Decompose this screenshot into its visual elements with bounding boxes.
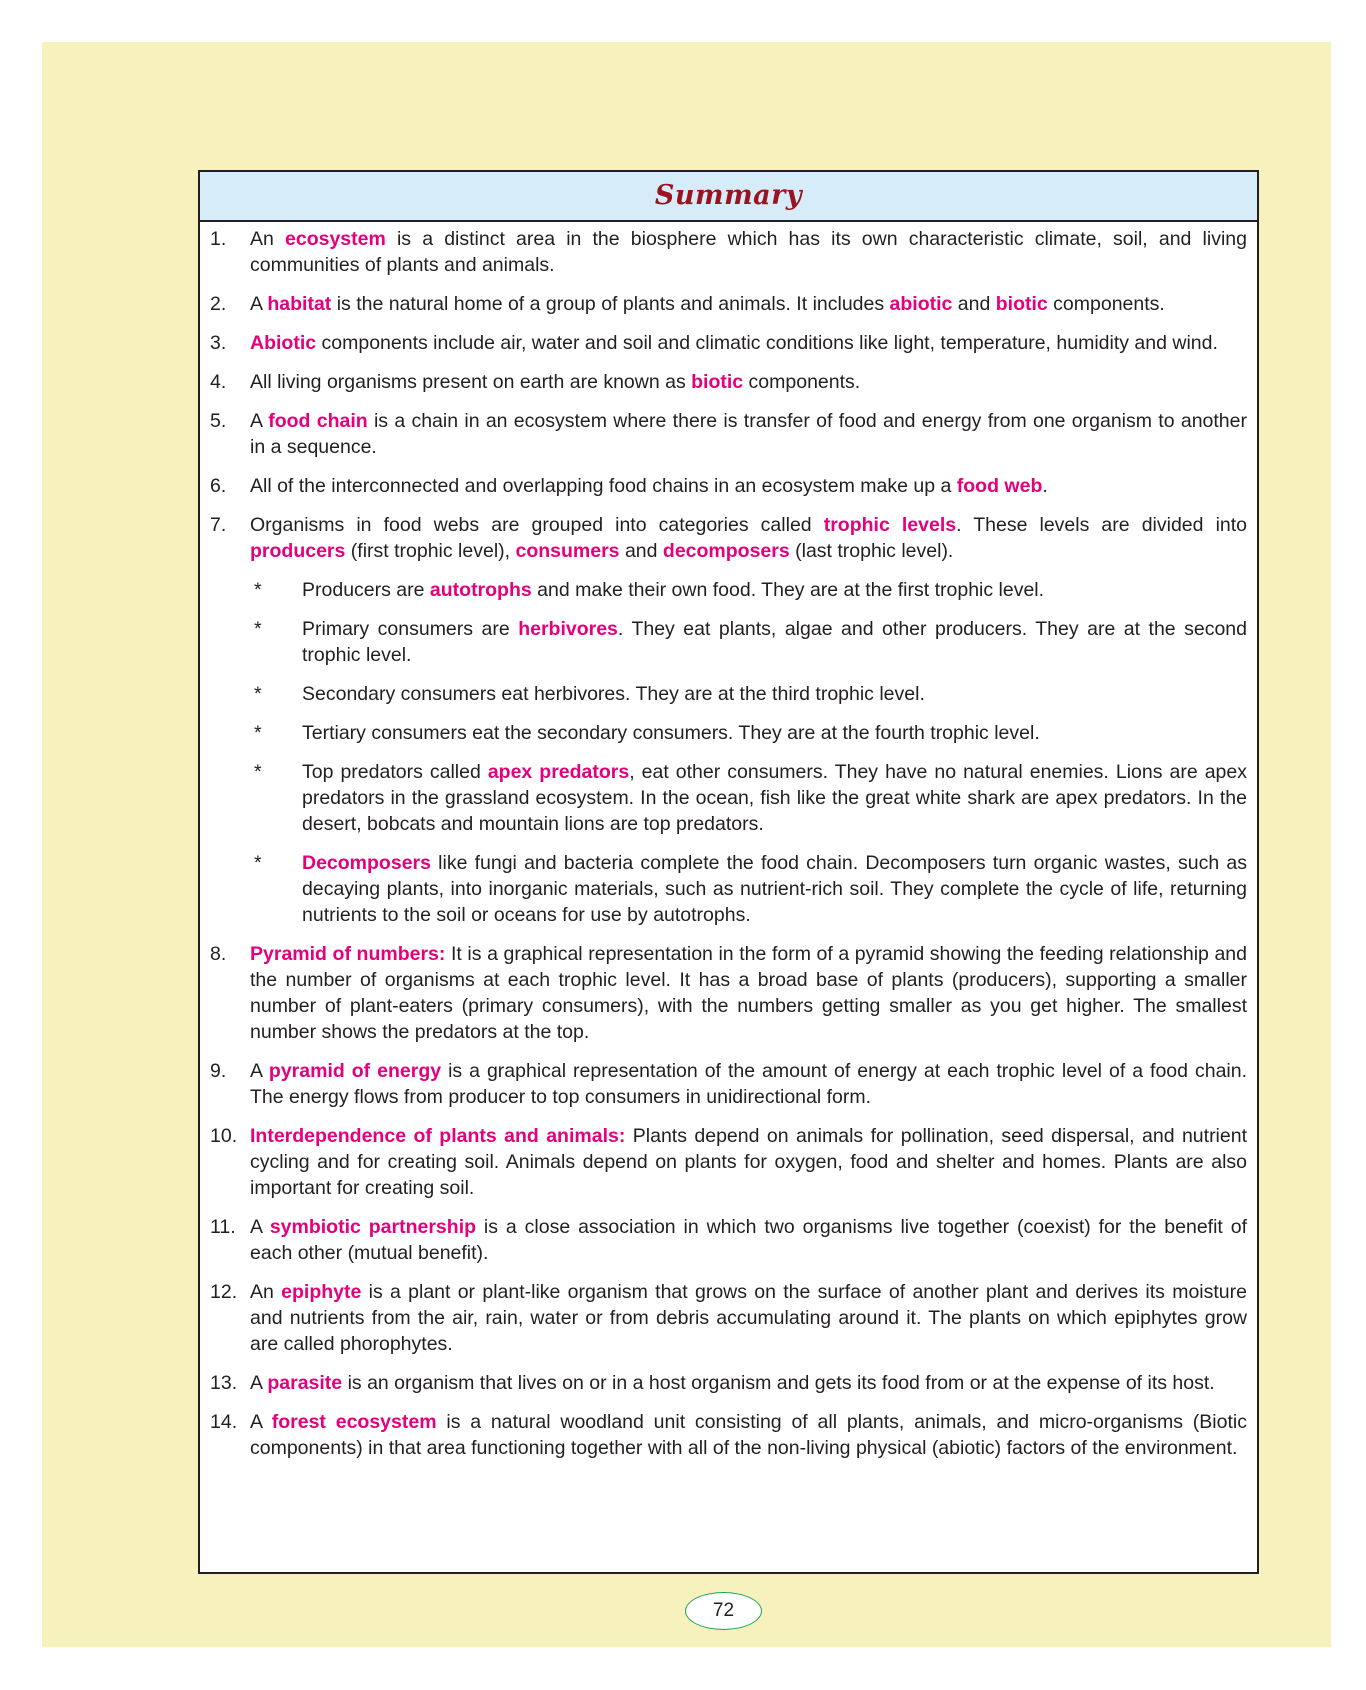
text-run: components include air, water and soil and climatic conditions like light, temperature, humidity and wind. <box>316 332 1218 354</box>
key-term: food chain <box>268 410 368 432</box>
point-text <box>250 1409 1247 1461</box>
point-text <box>302 759 1247 837</box>
text-run: , eat other consumers. They have no natural enemies. Lions are apex predators in the grassland ecosystem. In the ocean, fish like the great white shark are apex predators. In the desert, bobcats and mountain lions are top predators. <box>302 761 1247 835</box>
asterisk-bullet: * <box>254 852 262 874</box>
summary-point <box>200 369 1257 395</box>
point-text <box>250 226 1247 278</box>
point-number: 11. <box>210 1216 236 1238</box>
summary-point <box>200 1279 1257 1357</box>
text-run: Plants depend on animals for pollination, seed dispersal, and nutrient cycling and for creating soil. Animals depend on plants for oxygen, food and shelter and homes. Plants are also important for creating soil. <box>250 1125 1248 1199</box>
key-term: ecosystem <box>285 228 386 250</box>
text-run: All of the interconnected and overlapping food chains in an ecosystem make up a <box>250 475 957 497</box>
key-term: forest ecosystem <box>271 1411 437 1433</box>
key-term: pyramid of energy <box>268 1060 442 1082</box>
key-term: producers <box>250 540 346 562</box>
point-number: 14. <box>210 1411 238 1433</box>
text-run: (last trophic level). <box>789 540 954 562</box>
summary-title: Summary <box>654 180 803 211</box>
key-term: abiotic <box>889 293 953 315</box>
key-term: symbiotic partnership <box>269 1216 477 1238</box>
point-text <box>250 291 1247 317</box>
point-text <box>250 1058 1247 1110</box>
key-term: Pyramid of numbers: <box>250 943 446 965</box>
text-run: is a chain in an ecosystem where there is transfer of food and energy from one organism to another in a sequence. <box>250 410 1247 458</box>
summary-subpoint <box>200 720 1257 746</box>
point-number: 1. <box>210 228 227 250</box>
text-run: . These levels are divided into <box>956 514 1248 536</box>
key-term: decomposers <box>662 540 790 562</box>
text-run: is a close association in which two organisms live together (coexist) for the benefit of each other (mutual benefit). <box>250 1216 1247 1264</box>
text-run: is the natural home of a group of plants and animals. It includes <box>331 293 890 315</box>
text-run: is an organism that lives on or in a host organism and gets its food from or at the expense of its host. <box>342 1372 1215 1394</box>
text-run: Organisms in food webs are grouped into categories called <box>250 514 824 536</box>
point-text <box>250 512 1247 564</box>
text-run: is a plant or plant-like organism that grows on the surface of another plant and derives its moisture and nutrients from the air, rain, water or from debris accumulating around it. The plants on which epiphytes grow are called phorophytes. <box>250 1281 1247 1355</box>
point-text <box>302 577 1247 603</box>
point-number: 12. <box>210 1281 238 1303</box>
text-run: is a natural woodland unit consisting of all plants, animals, and micro-organisms (Biotic components) in that area functioning together with all of the non-living physical (abiotic) factors of the environment. <box>250 1411 1247 1459</box>
text-run: components. <box>1047 293 1165 315</box>
point-text <box>250 408 1247 460</box>
point-text <box>250 1370 1247 1396</box>
point-text <box>302 850 1247 928</box>
key-term: epiphyte <box>281 1281 362 1303</box>
text-run: An <box>250 228 285 250</box>
summary-subpoint <box>200 681 1257 707</box>
text-run: It is a graphical representation in the form of a pyramid showing the feeding relationship and the number of organisms at each trophic level. It has a broad base of plants (producers), supporting a smaller number of plant-eaters (primary consumers), with the numbers getting smaller as you get higher. The smallest number shows the predators at the top. <box>250 943 1247 1043</box>
point-number: 5. <box>210 410 227 432</box>
point-number: 13. <box>210 1372 238 1394</box>
key-term: Abiotic <box>250 332 317 354</box>
summary-point <box>200 1409 1257 1461</box>
point-text <box>302 720 1247 746</box>
key-term: biotic <box>691 371 744 393</box>
point-number: 6. <box>210 475 227 497</box>
text-run: . They eat plants, algae and other producers. They are at the second trophic level. <box>302 618 1248 666</box>
text-run: A <box>250 1060 269 1082</box>
summary-point <box>200 408 1257 460</box>
text-run: and <box>952 293 996 315</box>
summary-subpoint <box>200 759 1257 837</box>
key-term: biotic <box>995 293 1048 315</box>
summary-subpoint <box>200 850 1257 928</box>
summary-subpoint <box>200 616 1257 668</box>
point-text <box>250 1214 1247 1266</box>
asterisk-bullet: * <box>254 618 262 640</box>
asterisk-bullet: * <box>254 722 262 744</box>
summary-point <box>200 473 1257 499</box>
point-text <box>250 330 1247 356</box>
asterisk-bullet: * <box>254 579 262 601</box>
key-term: herbivores <box>518 618 618 640</box>
summary-header <box>200 172 1257 222</box>
text-run: A <box>250 293 268 315</box>
summary-point <box>200 226 1257 278</box>
key-term: Decomposers <box>302 852 431 874</box>
summary-subpoint <box>200 577 1257 603</box>
text-run: Secondary consumers eat herbivores. They are at the third trophic level. <box>302 683 925 705</box>
text-run: and make their own food. They are at the first trophic level. <box>531 579 1045 601</box>
text-run: All living organisms present on earth are known as <box>250 371 692 393</box>
point-number: 4. <box>210 371 227 393</box>
summary-point <box>200 1370 1257 1396</box>
summary-point <box>200 1214 1257 1266</box>
text-run: A <box>250 1411 272 1433</box>
page <box>42 42 1331 1647</box>
key-term: trophic levels <box>823 514 957 536</box>
summary-point <box>200 330 1257 356</box>
text-run: Top predators called <box>302 761 488 783</box>
summary-box <box>198 170 1259 1574</box>
text-run: is a distinct area in the biosphere which has its own characteristic climate, soil, and living communities of plants and animals. <box>250 228 1247 276</box>
point-text <box>250 941 1247 1045</box>
text-run: A <box>250 1372 268 1394</box>
point-text <box>302 616 1247 668</box>
key-term: food web <box>956 475 1043 497</box>
text-run: A <box>250 410 269 432</box>
page-number: 72 <box>685 1592 762 1630</box>
key-term: apex predators <box>487 761 630 783</box>
point-number: 9. <box>210 1060 227 1082</box>
text-run: An <box>250 1281 282 1303</box>
key-term: autotrophs <box>429 579 532 601</box>
point-text <box>250 369 1247 395</box>
summary-point <box>200 941 1257 1045</box>
asterisk-bullet: * <box>254 761 262 783</box>
text-run: Tertiary consumers eat the secondary consumers. They are at the fourth trophic level. <box>302 722 1040 744</box>
summary-point <box>200 291 1257 317</box>
summary-list <box>200 222 1257 1461</box>
text-run: A <box>250 1216 270 1238</box>
text-run: Producers are <box>302 579 430 601</box>
text-run: is a graphical representation of the amount of energy at each trophic level of a food chain. The energy flows from producer to top consumers in unidirectional form. <box>250 1060 1248 1108</box>
text-run: (first trophic level), <box>345 540 516 562</box>
text-run: components. <box>743 371 861 393</box>
text-run: Primary consumers are <box>302 618 519 640</box>
asterisk-bullet: * <box>254 683 262 705</box>
point-text <box>250 1279 1247 1357</box>
summary-point <box>200 512 1257 564</box>
text-run: . <box>1042 475 1048 497</box>
point-number: 2. <box>210 293 227 315</box>
summary-point <box>200 1058 1257 1110</box>
key-term: Interdependence of plants and animals: <box>250 1125 626 1147</box>
text-run: and <box>619 540 663 562</box>
key-term: parasite <box>267 1372 343 1394</box>
point-number: 3. <box>210 332 227 354</box>
text-run: like fungi and bacteria complete the food chain. Decomposers turn organic wastes, such as decaying plants, into inorganic materials, such as nutrient-rich soil. They complete the cycle of life, returning nutrients to the soil or oceans for use by autotrophs. <box>302 852 1247 926</box>
point-number: 7. <box>210 514 227 536</box>
summary-point <box>200 1123 1257 1201</box>
key-term: habitat <box>267 293 332 315</box>
point-number: 10. <box>210 1125 238 1147</box>
point-text <box>250 1123 1247 1201</box>
point-number: 8. <box>210 943 227 965</box>
point-text <box>302 681 1247 707</box>
point-text <box>250 473 1247 499</box>
key-term: consumers <box>515 540 620 562</box>
